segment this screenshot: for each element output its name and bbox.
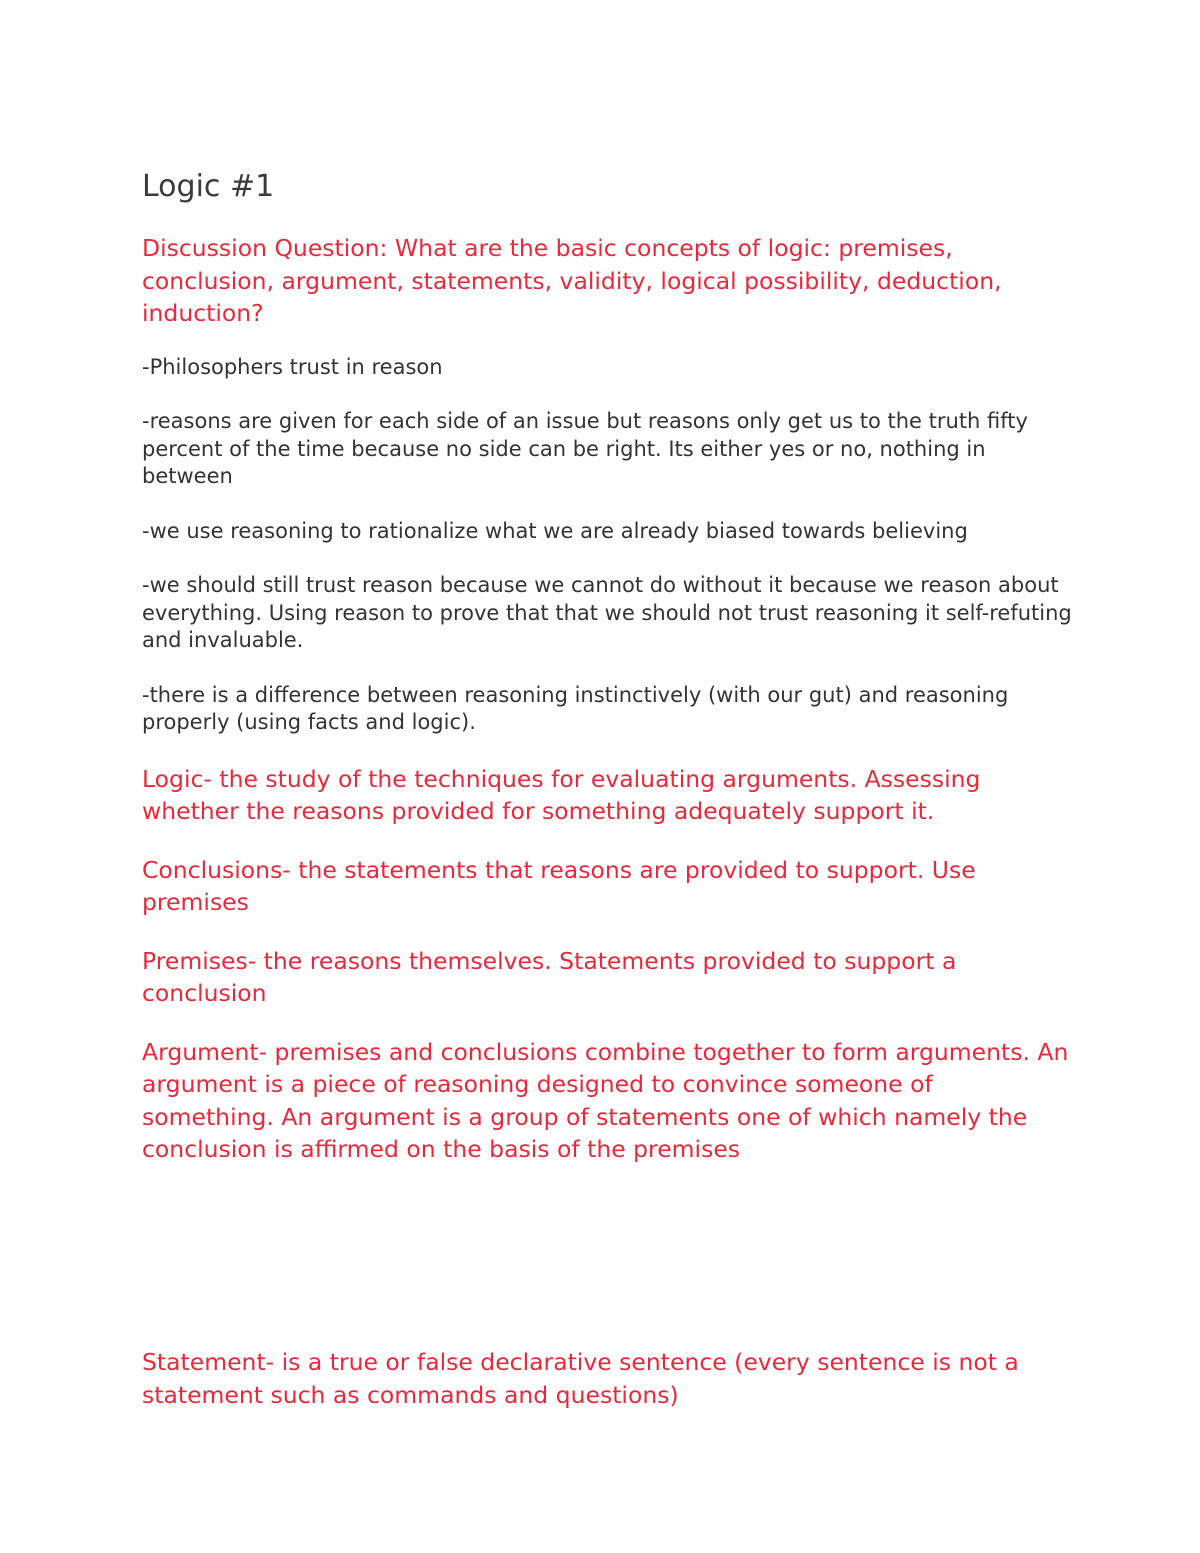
note-bullet: -reasons are given for each side of an issue but reasons only get us to the truth fifty percent of the time because no side can be right. Its either yes or no, nothing in between (142, 409, 1028, 488)
note-bullet: -Philosophers trust in reason (142, 354, 443, 379)
definition-argument: Argument- premises and conclusions combine together to form arguments. An argument is a piece of reasoning designed to convince someone of something. An argument is a group of statements one of which namely the conclusion is affirmed on the basis of the premises (142, 1037, 1069, 1163)
definition-premises: Premises- the reasons themselves. Statements provided to support a conclusion (142, 946, 957, 1007)
document-title: Logic #1 (142, 169, 275, 204)
document-page (142, 168, 1072, 1409)
definition-conclusions: Conclusions- the statements that reasons are provided to support. Use premises (142, 855, 976, 916)
note-bullet: -there is a difference between reasoning instinctively (with our gut) and reasoning properly (using facts and logic). (142, 682, 1009, 734)
definition-statement: Statement- is a true or false declarative sentence (every sentence is not a statement such as commands and questions) (142, 1348, 1019, 1409)
note-bullet: -we should still trust reason because we cannot do without it because we reason about everything. Using reason to prove that that we should not trust reasoning it self-refuting and invaluable. (142, 573, 1072, 652)
note-bullet: -we use reasoning to rationalize what we are already biased towards believing (142, 518, 968, 543)
definition-logic: Logic- the study of the techniques for evaluating arguments. Assessing whether the reasons provided for something adequately support it. (142, 764, 981, 825)
discussion-question: Discussion Question: What are the basic concepts of logic: premises, conclusion, argument, statements, validity, logical possibility, deduction, induction? (142, 234, 1002, 327)
